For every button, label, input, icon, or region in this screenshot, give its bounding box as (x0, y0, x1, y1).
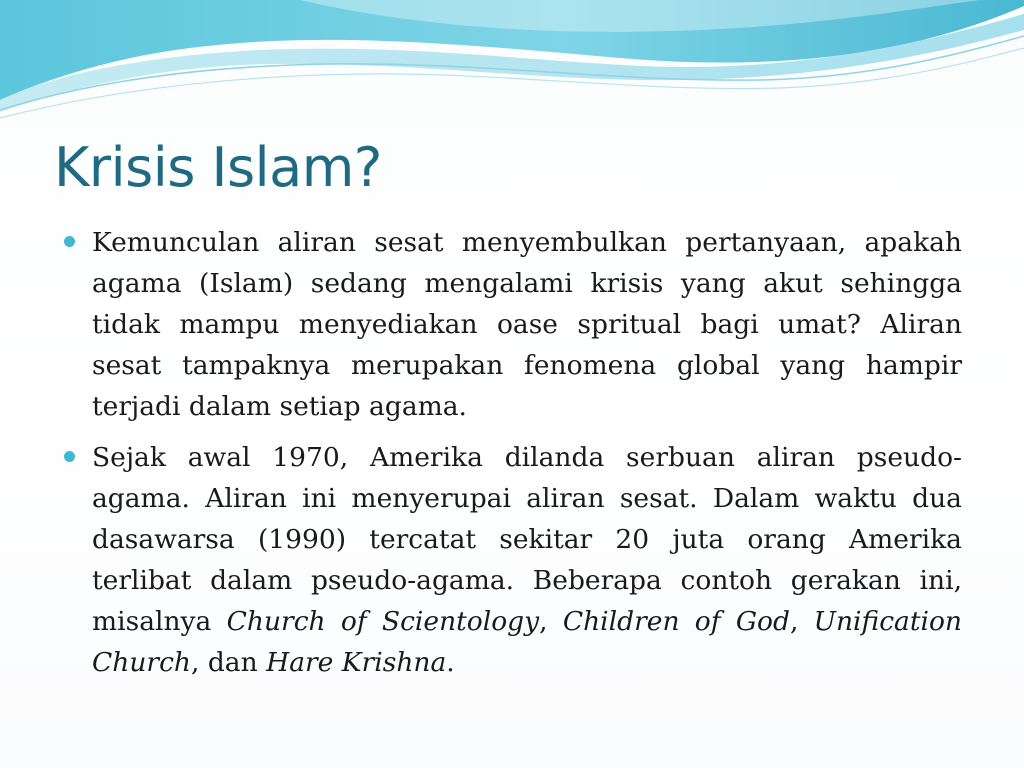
bullet-dot-icon (64, 451, 75, 462)
separator-2: , (789, 606, 814, 637)
slide-title: Krisis Islam? (54, 136, 382, 199)
separator-1: , (539, 606, 563, 637)
bullet-list (62, 222, 962, 693)
example-church-of-scientology: Church of Scientology (226, 606, 540, 637)
example-unification-church: Unification Church (92, 606, 962, 678)
bullet-text-2-intro: Sejak awal 1970, Amerika dilanda serbuan aliran pseudo-agama. Aliran ini menyerupai aliran sesat. Dalam waktu dua dasawarsa (1990) tercatat sekitar 20 juta orang Amerika terlibat dalam pseudo-agama. Beberapa contoh gerakan ini, misalnya (92, 442, 962, 637)
separator-3: , dan (191, 647, 267, 678)
bullet-text-2-end: . (446, 647, 455, 678)
bullet-item-2 (62, 437, 962, 683)
bullet-item-1 (62, 222, 962, 427)
example-hare-krishna: Hare Krishna (266, 647, 447, 678)
bullet-text-1: Kemunculan aliran sesat menyembulkan pertanyaan, apakah agama (Islam) sedang mengalami krisis yang akut sehingga tidak mampu menyediakan oase spritual bagi umat? Aliran sesat tampaknya merupakan fenomena global yang hampir terjadi dalam setiap agama. (92, 227, 962, 422)
bullet-dot-icon (64, 236, 75, 247)
example-children-of-god: Children of God (562, 606, 790, 637)
header-wave-decoration (0, 0, 1024, 130)
